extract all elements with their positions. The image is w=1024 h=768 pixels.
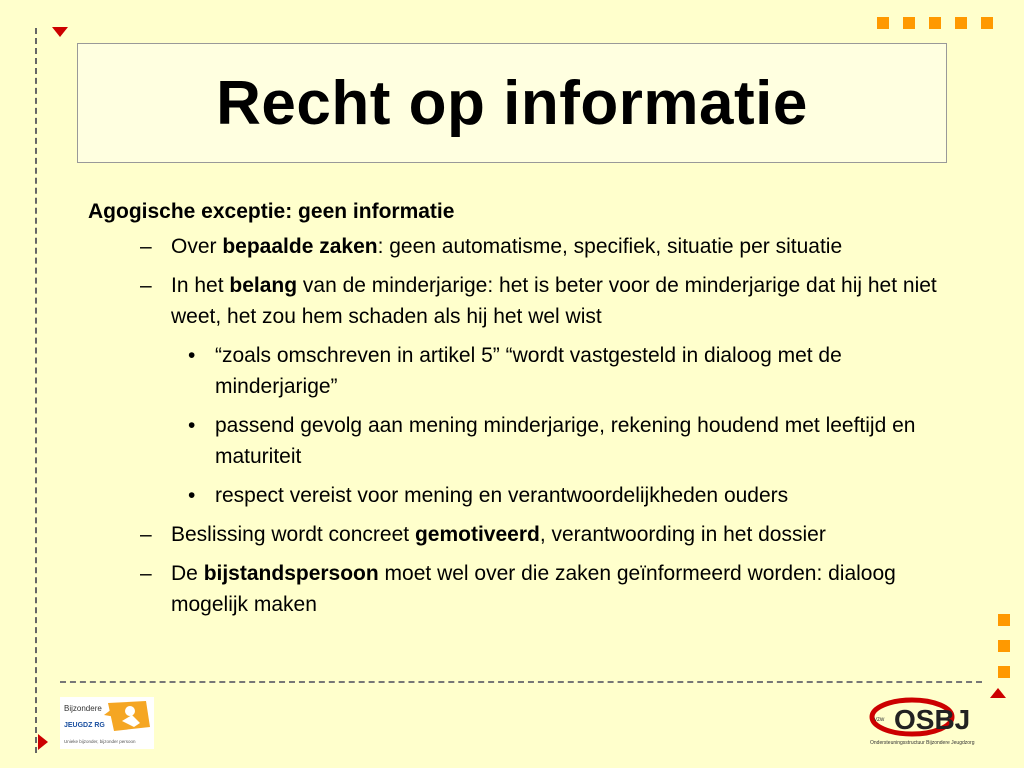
sub-list-item xyxy=(88,340,958,402)
logo-text-line3: Unieke bijzonder, bijzonder persoon xyxy=(64,739,136,744)
square-icon xyxy=(998,666,1010,678)
jeugdzorg-logo xyxy=(60,697,154,749)
dashed-horizontal-guide xyxy=(60,681,982,683)
item-text: , verantwoording in het dossier xyxy=(539,523,826,546)
triangle-down-icon xyxy=(52,27,68,37)
sub-list-item xyxy=(88,480,958,511)
item-emphasis: bijstandspersoon xyxy=(203,562,379,585)
square-icon xyxy=(903,17,915,29)
dashed-vertical-guide xyxy=(35,28,37,753)
item-text: Beslissing wordt concreet xyxy=(171,523,415,546)
dash-marker: – xyxy=(140,235,152,258)
sub-item-text: “zoals omschreven in artikel 5” “wordt vastgesteld in dialoog met de minderjarige” xyxy=(215,344,842,398)
square-icon xyxy=(955,17,967,29)
section-heading: Agogische exceptie: geen informatie xyxy=(88,200,455,223)
slide-title: Recht op informatie xyxy=(216,68,808,138)
bullet-marker: • xyxy=(188,484,196,507)
item-text: Over xyxy=(171,235,223,258)
dash-marker: – xyxy=(140,274,152,297)
item-emphasis: gemotiveerd xyxy=(414,523,540,546)
jeugdzorg-logo-graphic xyxy=(60,697,154,749)
sub-item-text: respect vereist voor mening en verantwoordelijkheden ouders xyxy=(215,484,789,507)
square-icon xyxy=(877,17,889,29)
logo-text-line1: Bijzondere xyxy=(64,704,102,713)
logo-vzw: vzw xyxy=(874,717,885,723)
list-item xyxy=(88,558,958,620)
square-icon xyxy=(929,17,941,29)
osbj-logo-graphic xyxy=(868,695,984,749)
triangle-right-icon xyxy=(38,734,48,750)
bullet-marker: • xyxy=(188,344,196,367)
dash-marker: – xyxy=(140,562,152,585)
square-icon xyxy=(981,17,993,29)
sub-list-item xyxy=(88,410,958,472)
logo-name: OSBJ xyxy=(894,704,971,735)
osbj-logo xyxy=(868,695,984,749)
sub-item-text: passend gevolg aan mening minderjarige, rekening houdend met leeftijd en maturiteit xyxy=(215,414,916,468)
title-box xyxy=(77,43,947,163)
logo-text-line2: JEUGDZ RG xyxy=(64,722,105,729)
item-text: In het xyxy=(171,274,230,297)
dash-marker: – xyxy=(140,523,152,546)
item-text: : geen automatisme, specifiek, situatie per situatie xyxy=(377,235,843,258)
bullet-marker: • xyxy=(188,414,196,437)
item-text: moet wel over die zaken geïnformeerd worden: dialoog mogelijk maken xyxy=(171,562,896,616)
list-item xyxy=(88,519,958,550)
logo-subtitle: Ondersteuningsstructuur Bijzondere Jeugdzorg xyxy=(870,740,975,746)
triangle-up-icon xyxy=(990,688,1006,698)
item-emphasis: bepaalde zaken xyxy=(222,235,378,258)
square-icon xyxy=(998,640,1010,652)
slide-content xyxy=(88,196,958,628)
list-item xyxy=(88,231,958,262)
square-icon xyxy=(998,614,1010,626)
item-text: van de minderjarige: het is beter voor de minderjarige dat hij het niet weet, het zou hem schaden als hij het wel wist xyxy=(171,274,937,328)
item-text: De xyxy=(171,562,204,585)
list-item xyxy=(88,270,958,332)
item-emphasis: belang xyxy=(229,274,298,297)
